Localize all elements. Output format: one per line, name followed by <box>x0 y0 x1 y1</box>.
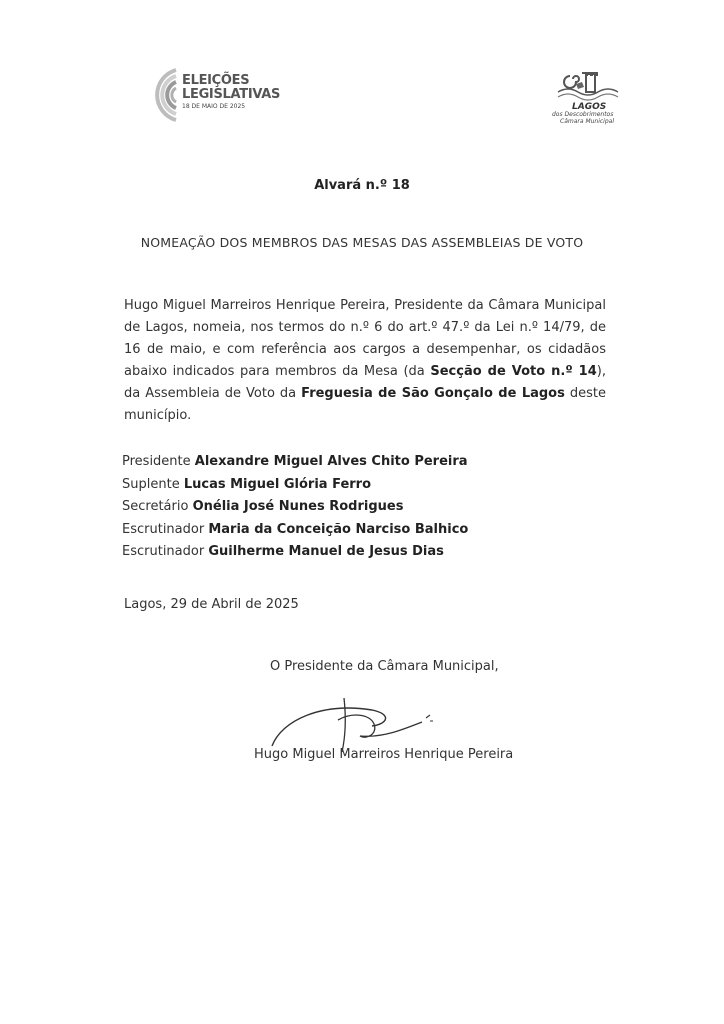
logo-eleicoes-line2: LEGISLATIVAS <box>182 87 281 102</box>
member-row <box>122 496 468 519</box>
lagos-municipality-logo <box>544 62 624 124</box>
member-role: Suplente <box>122 476 180 492</box>
logo-eleicoes-line1: ELEIÇÕES <box>182 73 250 88</box>
member-role: Secretário <box>122 499 189 514</box>
paragraph-text-1: Hugo Miguel Marreiros Henrique Pereira, Presidente da Câmara Municipal de Lagos, nomeia, nos termos do n.º 6 do art.º 47.º da Lei n.º 14/79, de 16 de maio, e com referência aos cargos a desempenhar, os cidadãos abaixo indicados para membros da Mesa (da <box>124 298 606 379</box>
lagos-logo-subtitle: dos Descobrimentos <box>552 111 614 118</box>
place-and-date: Lagos, 29 de Abril de 2025 <box>124 597 299 612</box>
member-row <box>122 541 468 564</box>
signer-name: Hugo Miguel Marreiros Henrique Pereira <box>254 747 514 762</box>
member-role: Presidente <box>122 454 191 469</box>
member-row <box>122 519 468 542</box>
member-name: Lucas Miguel Glória Ferro <box>183 476 372 492</box>
members-list <box>122 451 468 564</box>
member-role: Escrutinador <box>122 544 205 559</box>
lagos-logo-name: LAGOS <box>572 102 607 112</box>
paragraph-text-2: ), da Assembleia de Voto da <box>124 364 606 401</box>
member-name: Maria da Conceição Narciso Balhico <box>208 521 469 537</box>
nomination-paragraph <box>124 295 606 427</box>
closing-line: O Presidente da Câmara Municipal, <box>270 659 499 674</box>
member-name: Guilherme Manuel de Jesus Dias <box>208 544 444 559</box>
member-name: Alexandre Miguel Alves Chito Pereira <box>194 454 468 469</box>
member-role: Escrutinador <box>122 521 205 537</box>
member-row <box>122 451 468 474</box>
lagos-logo-camara: Câmara Municipal <box>560 118 615 125</box>
eleicoes-arc-icon <box>142 64 182 126</box>
document-title: Alvará n.º 18 <box>314 178 410 193</box>
paragraph-text-3: deste município. <box>124 386 606 423</box>
paragraph-parish-name: Freguesia de São Gonçalo de Lagos <box>301 386 565 401</box>
member-name: Onélia José Nunes Rodrigues <box>192 499 404 514</box>
eleicoes-legislativas-logo <box>142 64 281 126</box>
lagos-emblem-icon <box>544 62 624 104</box>
paragraph-section-number: Secção de Voto n.º 14 <box>430 364 597 379</box>
member-row <box>122 474 468 497</box>
document-subtitle: NOMEAÇÃO DOS MEMBROS DAS MESAS DAS ASSEMBLEIAS DE VOTO <box>140 235 584 250</box>
logo-eleicoes-date: 18 DE MAIO DE 2025 <box>182 103 246 110</box>
